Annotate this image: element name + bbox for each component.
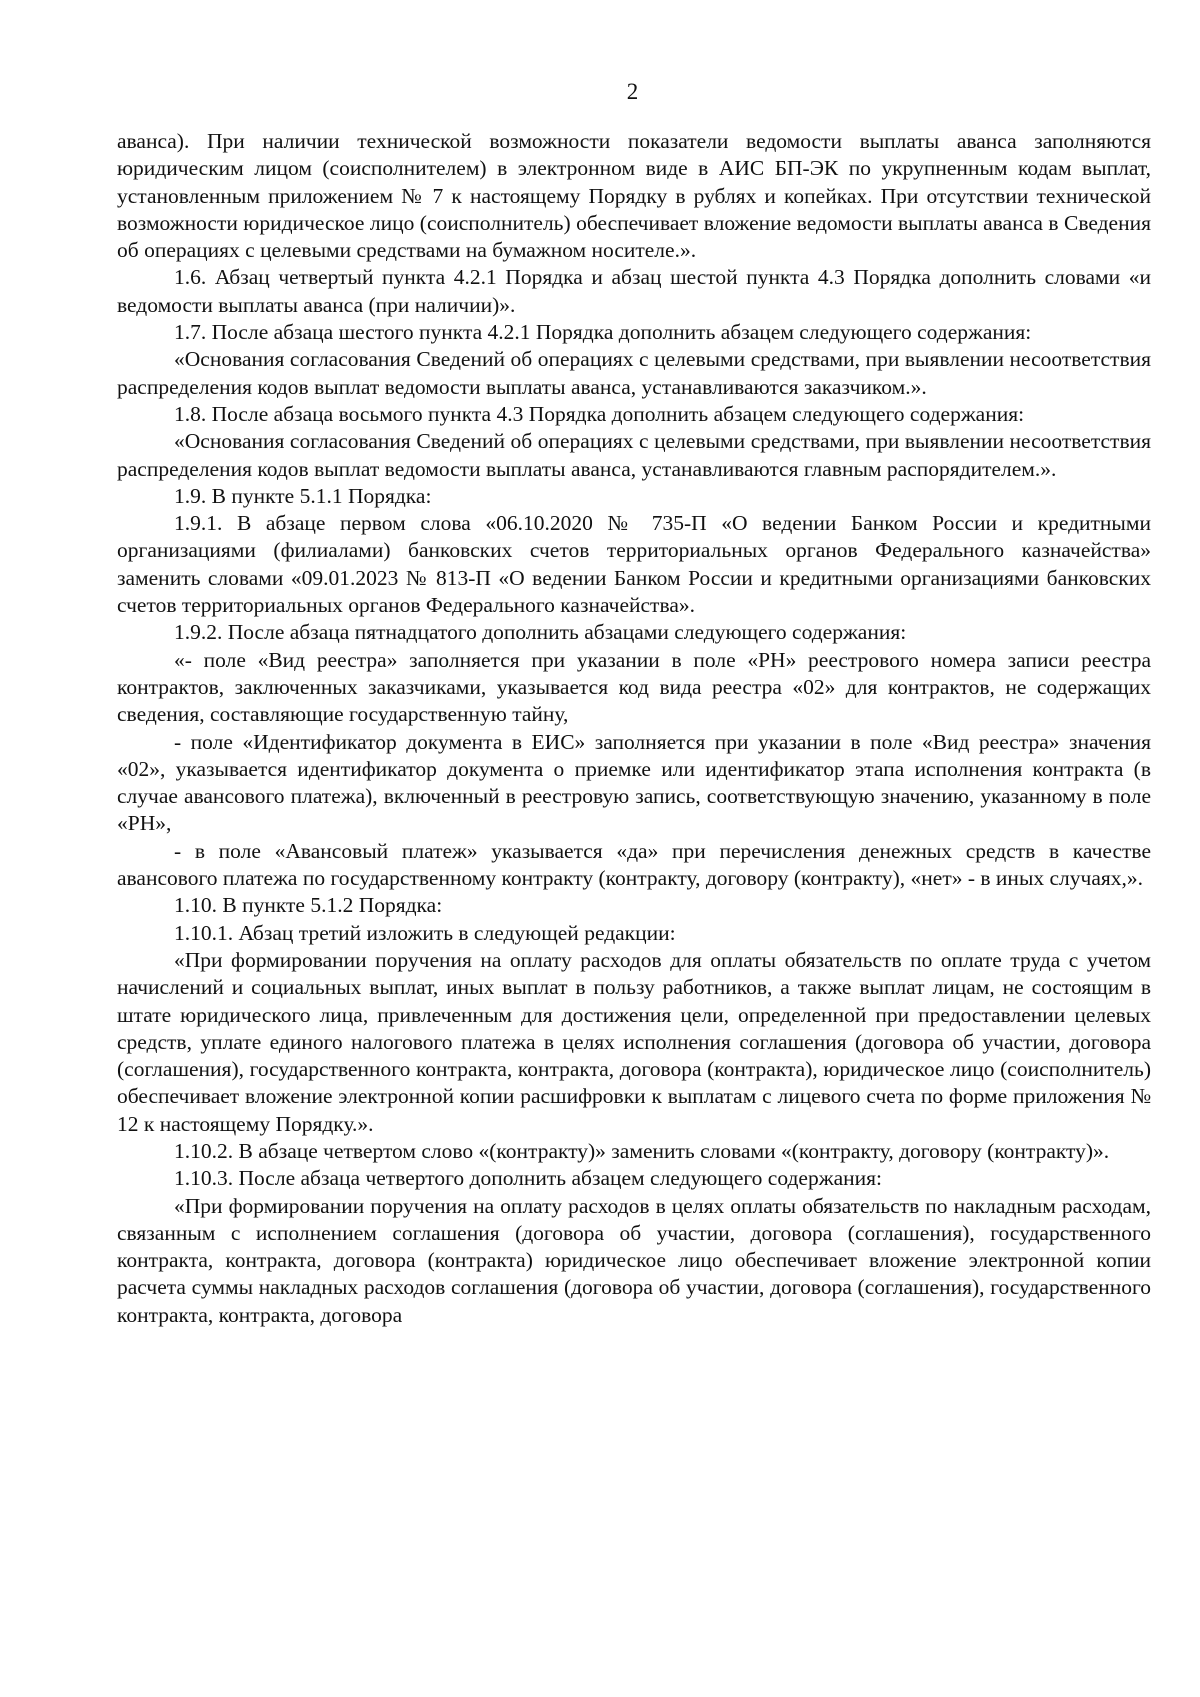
paragraph: «Основания согласования Сведений об операциях с целевыми средствами, при выявлении несоответствия распределения кодов выплат ведомости выплаты аванса, устанавливаются главным распорядителем.». [117, 429, 1151, 481]
paragraph: 1.8. После абзаца восьмого пункта 4.3 Порядка дополнить абзацем следующего содержания: [174, 401, 1025, 426]
paragraph: 1.9.1. В абзаце первом слова «06.10.2020 № 735-П «О ведении Банком России и кредитными организациями (филиалами) банковских счетов территориальных органов Федерального казначейства» заменить словами «09.01.2023 № 813-П «О ведении Банком России и кредитными организациями банковских счетов территориальных органов Федерального казначейства». [117, 511, 1151, 618]
paragraph: «При формировании поручения на оплату расходов в целях оплаты обязательств по накладным расходам, связанным с исполнением соглашения (договора об участии, договора (соглашения), государственного контракта, контракта, договора (контракта) юридическое лицо обеспечивает вложение электронной копии расчета суммы накладных расходов соглашения (договора об участии, договора (соглашения), государственного контракта, контракта, договора [117, 1193, 1151, 1327]
document-body [117, 128, 1151, 1329]
paragraph: «При формировании поручения на оплату расходов для оплаты обязательств по оплате труда с учетом начислений и социальных выплат, иных выплат в пользу работников, а также выплат лицам, не состоящим в штате юридического лица, привлеченным для достижения цели, определенной при предоставлении целевых средств, уплате единого налогового платежа в целях исполнения соглашения (договора об участии, договора (соглашения), государственного контракта, контракта, договора (контракта), юридическое лицо (соисполнитель) обеспечивает вложение электронной копии расшифровки к выплатам с лицевого счета по форме приложения № 12 к настоящему Порядку.». [117, 947, 1151, 1136]
paragraph: 1.6. Абзац четвертый пункта 4.2.1 Порядка и абзац шестой пункта 4.3 Порядка дополнить словами «и ведомости выплаты аванса (при наличии)». [117, 265, 1151, 317]
paragraph: 1.10.1. Абзац третий изложить в следующей редакции: [174, 920, 676, 945]
paragraph: 1.7. После абзаца шестого пункта 4.2.1 Порядка дополнить абзацем следующего содержания: [174, 320, 1032, 345]
paragraph: 1.9. В пункте 5.1.1 Порядка: [174, 483, 432, 508]
paragraph: аванса). При наличии технической возможности показатели ведомости выплаты аванса заполняются юридическим лицом (соисполнителем) в электронном виде в АИС БП-ЭК по укрупненным кодам выплат, установленным приложением № 7 к настоящему Порядку в рублях и копейках. При отсутствии технической возможности юридическое лицо (соисполнитель) обеспечивает вложение ведомости выплаты аванса в Сведения об операциях с целевыми средствами на бумажном носителе.». [117, 129, 1151, 263]
paragraph: - в поле «Авансовый платеж» указывается «да» при перечисления денежных средств в качестве авансового платежа по государственному контракту (контракту, договору (контракту), «нет» - в иных случаях,». [117, 838, 1151, 891]
paragraph: «- поле «Вид реестра» заполняется при указании в поле «РН» реестрового номера записи реестра контрактов, заключенных заказчиками, указывается код вида реестра «02» для контрактов, не содержащих сведения, составляющие государственную тайну, [117, 647, 1151, 727]
paragraph: 1.10.3. После абзаца четвертого дополнить абзацем следующего содержания: [174, 1166, 882, 1191]
paragraph: «Основания согласования Сведений об операциях с целевыми средствами, при выявлении несоответствия распределения кодов выплат ведомости выплаты аванса, устанавливаются заказчиком.». [117, 347, 1151, 399]
paragraph: 1.9.2. После абзаца пятнадцатого дополнить абзацами следующего содержания: [174, 620, 907, 645]
page-number: 2 [626, 79, 639, 104]
paragraph: 1.10. В пункте 5.1.2 Порядка: [174, 893, 443, 918]
paragraph: 1.10.2. В абзаце четвертом слово «(контракту)» заменить словами «(контракту, договору (контракту)». [174, 1138, 1110, 1163]
paragraph: - поле «Идентификатор документа в ЕИС» заполняется при указании в поле «Вид реестра» значения «02», указывается идентификатор документа о приемке или идентификатор этапа исполнения контракта (в случае авансового платежа), включенный в реестровую запись, соответствующую значению, указанному в поле «РН», [117, 729, 1151, 836]
